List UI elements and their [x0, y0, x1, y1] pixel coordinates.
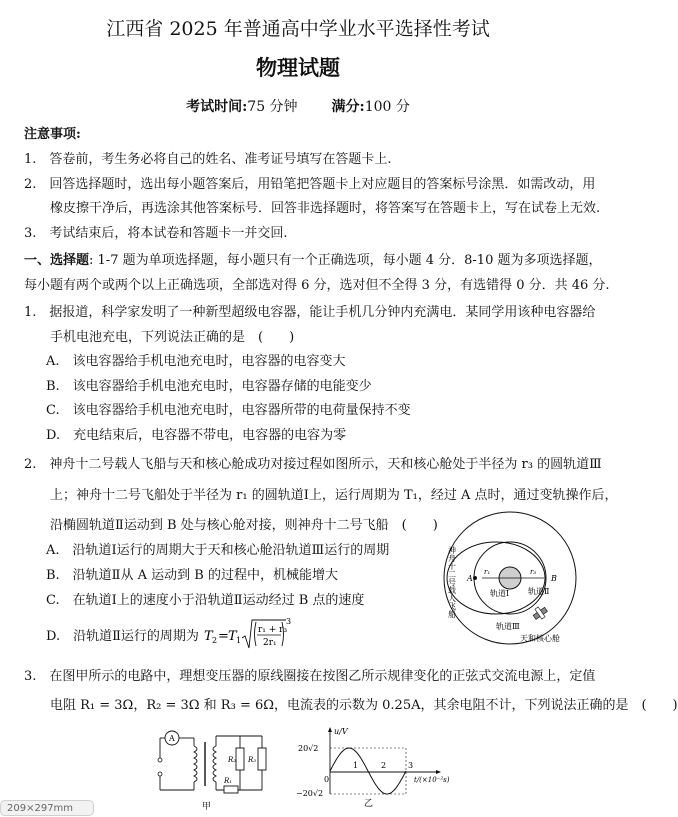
formula-pow: 3 [286, 617, 292, 626]
orbit-diagram [420, 508, 582, 654]
q2-option-d-text: D. 沿轨道Ⅱ运行的周期为 [46, 629, 199, 644]
formula-lhs: T [204, 629, 213, 644]
origin-label: 0 [324, 775, 330, 784]
label-r2: R₂ [228, 756, 237, 764]
section-line2: 每小题有两个或两个以上正确选项，全部选对得 6 分，选对但不全得 3 分，有选错得 0 分．共 46 分. [24, 278, 610, 293]
resistor-r3 [258, 748, 266, 770]
paren-left [255, 622, 257, 646]
note-item: 1. 答卷前，考生务必将自己的姓名、准考证号填写在答题卡上. [24, 152, 392, 167]
q2-option-a: A. 沿轨道Ⅰ运行的周期大于天和核心舱沿轨道Ⅲ运行的周期 [46, 543, 390, 558]
note-item: 橡皮擦干净后，再选涂其他答案标号．回答非选择题时，将答案写在答题卡上，写在试卷上无效. [24, 201, 601, 216]
ytick-min: −20√2 [296, 789, 324, 798]
label-orbit-i: 轨道Ⅰ [490, 589, 510, 598]
resistor-r2 [236, 748, 244, 770]
formula-eq: = [218, 629, 229, 644]
terminal-icon [158, 772, 162, 776]
terminal-icon [158, 758, 162, 762]
q1-stem: 1. 据报道，科学家发明了一种新型超级电容器，能让手机几分钟内充满电．某同学用该种电容器给 [24, 305, 596, 320]
secondary-coil [213, 746, 216, 782]
xtick-2: 2 [381, 761, 387, 770]
label-station: 天和核心舱 [520, 634, 560, 643]
label-r1: R₁ [224, 777, 233, 785]
notes-heading: 注意事项: [24, 127, 81, 142]
q2-stem-cont: 上；神舟十二号飞船处于半径为 r₁ 的圆轨道Ⅰ上，运行周期为 T₁，经过 A 点时，通过变轨操作后， [24, 488, 618, 503]
label-orbit-iii: 轨道Ⅲ [496, 622, 520, 631]
formula-num: r₁ + r₃ [258, 625, 288, 635]
circuit-diagram [150, 728, 270, 814]
q2-stem: 2. 神舟十二号载人飞船与天和核心舱成功对接过程如图所示，天和核心舱处于半径为 r₃ 的圆轨道Ⅲ [24, 457, 602, 472]
point-a-marker [473, 576, 477, 580]
section-label: 一、选择题 [24, 253, 90, 268]
label-r3: r₃ [530, 568, 537, 576]
page-size-badge: 209×297mm [0, 800, 94, 816]
q2-option-b: B. 沿轨道Ⅱ从 A 运动到 B 的过程中，机械能增大 [46, 568, 338, 583]
caption-yi: 乙 [364, 799, 374, 809]
score-label: 满分: [331, 99, 365, 115]
section-intro [24, 252, 601, 270]
q1-option-b: B. 该电容器给手机电池充电时，电容器存储的电能变少 [46, 379, 372, 394]
q1-option-c: C. 该电容器给手机电池充电时，电容器所带的电荷量保持不变 [46, 403, 411, 418]
formula-coef: T [228, 629, 237, 644]
label-orbit-ii: 轨道Ⅱ [528, 587, 550, 596]
caption-jia: 甲 [202, 802, 212, 812]
station-icon [533, 607, 547, 620]
q1-option-d: D. 充电结束后，电容器不带电，电容器的电容为零 [46, 428, 347, 443]
voltage-graph [296, 724, 456, 814]
formula-coef-sub: 1 [236, 636, 242, 645]
sine-wave [330, 748, 406, 794]
label-a: A [467, 574, 473, 583]
primary-coil [194, 746, 197, 782]
x-axis-label: t/(×10⁻²s) [414, 776, 450, 784]
ytick-max: 20√2 [298, 744, 319, 753]
resistor-r1 [224, 786, 238, 793]
q2-stem-cont2: 沿椭圆轨道Ⅱ运动到 B 处与核心舱对接，则神舟十二号飞船 ( ) [24, 518, 438, 533]
q1-option-a: A. 该电容器给手机电池充电时，电容器的电容变大 [46, 354, 346, 369]
formula-den: 2r₁ [263, 638, 277, 648]
exam-title: 江西省 2025 年普通高中学业水平选择性考试 [106, 18, 490, 40]
exam-meta [0, 96, 596, 116]
note-item: 2. 回答选择题时，选出每小题答案后，用铅笔把答题卡上对应题目的答案标号涂黑．如需改动，用 [24, 177, 596, 192]
xtick-1: 1 [353, 761, 359, 770]
time-value: 75 分钟 [247, 99, 298, 115]
q1-stem-cont: 手机电池充电，下列说法正确的是 ( ) [24, 330, 295, 345]
score-value: 100 分 [364, 99, 410, 115]
period-formula [204, 612, 304, 654]
q3-stem: 3. 在图甲所示的电路中，理想变压器的原线圈接在按图乙所示规律变化的正弦式交流电源上，定值 [24, 669, 596, 684]
label-ammeter: A [169, 734, 175, 743]
q2-option-c: C. 在轨道Ⅰ上的速度小于沿轨道Ⅱ运动经过 B 点的速度 [46, 593, 365, 608]
label-spacecraft: 神舟十二号载人飞船 [447, 546, 457, 618]
q2-option-d [46, 628, 199, 646]
label-r1: r₁ [484, 568, 491, 576]
y-axis-label: u/V [334, 727, 348, 736]
subject-title: 物理试题 [256, 55, 340, 80]
note-item: 3. 考试结束后，将本试卷和答题卡一并交回. [24, 226, 288, 241]
section-line1: : 1-7 题为单项选择题，每小题只有一个正确选项，每小题 4 分．8-10 题为多项选择题， [89, 253, 602, 268]
label-b: B [551, 574, 557, 583]
xtick-3: 3 [408, 761, 414, 770]
q3-stem-cont: 电阻 R₁ = 3Ω，R₂ = 3Ω 和 R₃ = 6Ω，电流表的示数为 0.25A，其余电阻不计，下列说法正确的是 ( ) [24, 698, 678, 713]
time-label: 考试时间: [186, 99, 248, 115]
formula-lhs-sub: 2 [212, 636, 218, 645]
label-r3: R₃ [248, 756, 257, 764]
